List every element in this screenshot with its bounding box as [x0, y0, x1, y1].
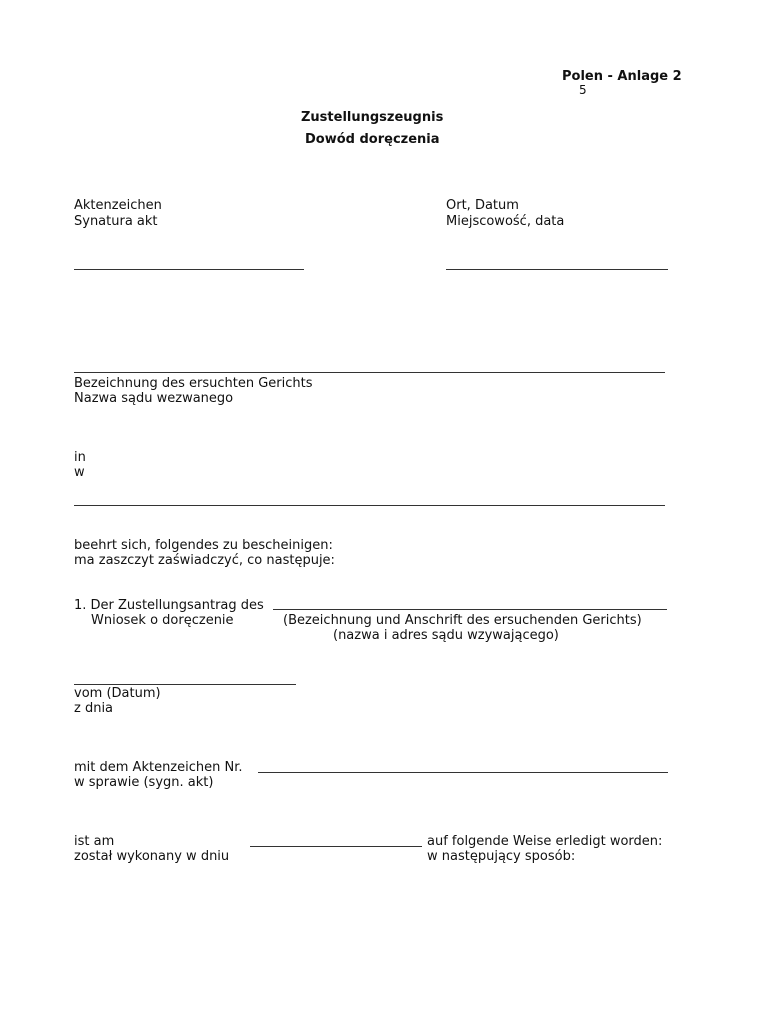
title-de: Zustellungszeugnis — [301, 110, 444, 125]
from-date-label-de: vom (Datum) — [74, 686, 161, 701]
annex-label: Polen - Anlage 2 — [562, 69, 682, 84]
item1-hint-de: (Bezeichnung und Anschrift des ersuchenden Gerichts) — [283, 613, 642, 628]
in-label-de: in — [74, 450, 86, 465]
done-on-label-de: ist am — [74, 834, 115, 849]
in-label-pl: w — [74, 465, 85, 480]
done-on-label-pl: został wykonany w dniu — [74, 849, 230, 864]
from-date-label-pl: z dnia — [74, 701, 114, 716]
title-pl: Dowód doręczenia — [305, 132, 440, 147]
item1-label-de: 1. Der Zustellungsantrag des — [74, 598, 264, 613]
court-label-pl: Nazwa sądu wezwanego — [74, 391, 234, 406]
place-date-label-de: Ort, Datum — [446, 198, 519, 213]
requesting-court-field-line[interactable] — [273, 609, 667, 610]
place-date-label-pl: Miejscowość, data — [446, 214, 565, 229]
certify-text-de: beehrt sich, folgendes zu bescheinigen: — [74, 538, 333, 553]
item1-label-pl: Wniosek o doręczenie — [91, 613, 234, 628]
case-no-label-de: mit dem Aktenzeichen Nr. — [74, 760, 243, 775]
place-date-field-line[interactable] — [446, 269, 668, 270]
reference-field-line[interactable] — [74, 269, 304, 270]
item1-hint-pl: (nazwa i adres sądu wzywającego) — [333, 628, 559, 643]
manner-label-de: auf folgende Weise erledigt worden: — [427, 834, 663, 849]
court-field-line[interactable] — [74, 372, 665, 373]
case-no-label-pl: w sprawie (sygn. akt) — [74, 775, 214, 790]
reference-label-de: Aktenzeichen — [74, 198, 162, 213]
from-date-field-line[interactable] — [74, 684, 296, 685]
reference-label-pl: Synatura akt — [74, 214, 158, 229]
court-label-de: Bezeichnung des ersuchten Gerichts — [74, 376, 313, 391]
case-no-field-line[interactable] — [258, 772, 668, 773]
location-field-line[interactable] — [74, 505, 665, 506]
page-number: 5 — [579, 83, 587, 97]
done-on-date-field-line[interactable] — [250, 846, 422, 847]
manner-label-pl: w następujący sposób: — [427, 849, 576, 864]
certify-text-pl: ma zaszczyt zaświadczyć, co następuje: — [74, 553, 335, 568]
